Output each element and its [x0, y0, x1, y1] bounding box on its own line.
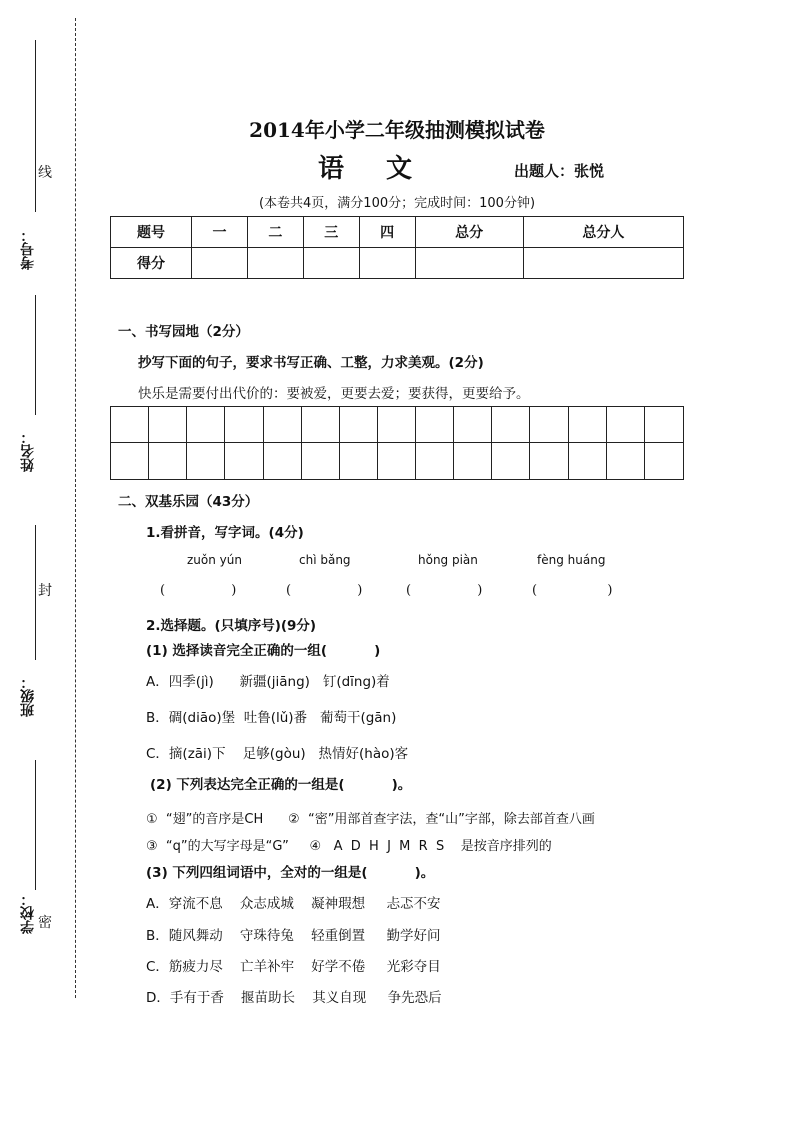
q2c-option: D．手有于香 揠苗助长 其义自现 争先恐后 [146, 990, 442, 1006]
binding-line [35, 295, 36, 415]
score-cell[interactable] [192, 248, 248, 279]
answer-blank[interactable]: ( ) [286, 583, 363, 598]
pinyin-item: hǒng piàn [418, 553, 478, 567]
q2b-line: ① “翅”的音序是CH ② “密”用部首查字法，查“山”字部，除去部首查八画 [146, 812, 595, 827]
section1-instruction: 抄写下面的句子，要求书写正确、工整，力求美观。(2分) [138, 355, 484, 371]
binding-line [35, 760, 36, 890]
exam-number-label: 考号： [20, 228, 36, 270]
answer-blank[interactable]: ( ) [160, 583, 237, 598]
q2a-option: C．摘(zāi)下 足够(gòu) 热情好(hào)客 [146, 746, 409, 762]
binding-word-line: 线 [38, 165, 52, 181]
q2c-title: (3) 下列四组词语中，全对的一组是( )。 [146, 865, 435, 881]
answer-blank[interactable]: ( ) [406, 583, 483, 598]
q2b-title: (2) 下列表达完全正确的一组是( )。 [150, 777, 412, 793]
score-header-cell: 题号 [111, 217, 192, 248]
q2a-option: B．碉(diāo)堡 吐鲁(lǔ)番 葡萄干(gān) [146, 710, 397, 726]
writing-grid[interactable] [110, 406, 684, 480]
q2a-option: A．四季(jì) 新疆(jiāng) 钉(dīng)着 [146, 674, 390, 690]
name-label: 姓名： [20, 430, 36, 472]
binding-dashed-line [75, 18, 76, 998]
exam-title: 2014年小学二年级抽测模拟试卷 [249, 118, 545, 142]
section1-sentence: 快乐是需要付出代价的：要被爱，更要去爱；要获得，更要给予。 [138, 386, 530, 402]
pinyin-item: fèng huáng [537, 553, 606, 567]
score-table [110, 216, 684, 279]
score-cell[interactable] [303, 248, 359, 279]
score-header-cell: 四 [359, 217, 415, 248]
q2c-option: B．随风舞动 守珠待兔 轻重倒置 勤学好问 [146, 928, 441, 944]
pinyin-item: chì bǎng [299, 553, 351, 567]
pinyin-item: zuǒn yún [187, 553, 242, 567]
question-setter: 出题人：张悦 [514, 162, 605, 180]
score-row-label: 得分 [111, 248, 192, 279]
answer-blank[interactable]: ( ) [532, 583, 613, 598]
score-cell[interactable] [247, 248, 303, 279]
binding-word-secret: 密 [38, 915, 52, 931]
subject-title: 语文 [318, 154, 455, 184]
score-header-cell: 总分人 [523, 217, 683, 248]
score-header-cell: 一 [192, 217, 248, 248]
score-table-header-row [111, 217, 684, 248]
score-cell[interactable] [359, 248, 415, 279]
score-header-cell: 二 [247, 217, 303, 248]
score-table-score-row [111, 248, 684, 279]
score-header-cell: 总分 [415, 217, 523, 248]
class-label: 班级： [20, 675, 36, 717]
school-label: 学校： [20, 892, 36, 934]
section2-title: 二、双基乐园（43分） [118, 494, 259, 510]
binding-word-seal: 封 [38, 583, 52, 599]
q2a-title: (1) 选择读音完全正确的一组( ) [146, 643, 381, 659]
q2-title: 2.选择题。(只填序号)(9分) [146, 618, 317, 634]
binding-line [35, 525, 36, 660]
q2c-option: C．筋疲力尽 亡羊补牢 好学不倦 光彩夺目 [146, 959, 441, 975]
score-header-cell: 三 [303, 217, 359, 248]
q2b-line: ③ “q”的大写字母是“G” ④ A D H J M R S 是按音序排列的 [146, 839, 552, 854]
score-cell[interactable] [523, 248, 683, 279]
score-cell[interactable] [415, 248, 523, 279]
section1-title: 一、书写园地（2分） [118, 324, 249, 340]
q1-title: 1.看拼音，写字词。(4分) [146, 525, 304, 541]
q2c-option: A．穿流不息 众志成城 凝神瑕想 忐忑不安 [146, 896, 441, 912]
exam-note: (本卷共4页，满分100分；完成时间：100分钟) [258, 196, 536, 211]
